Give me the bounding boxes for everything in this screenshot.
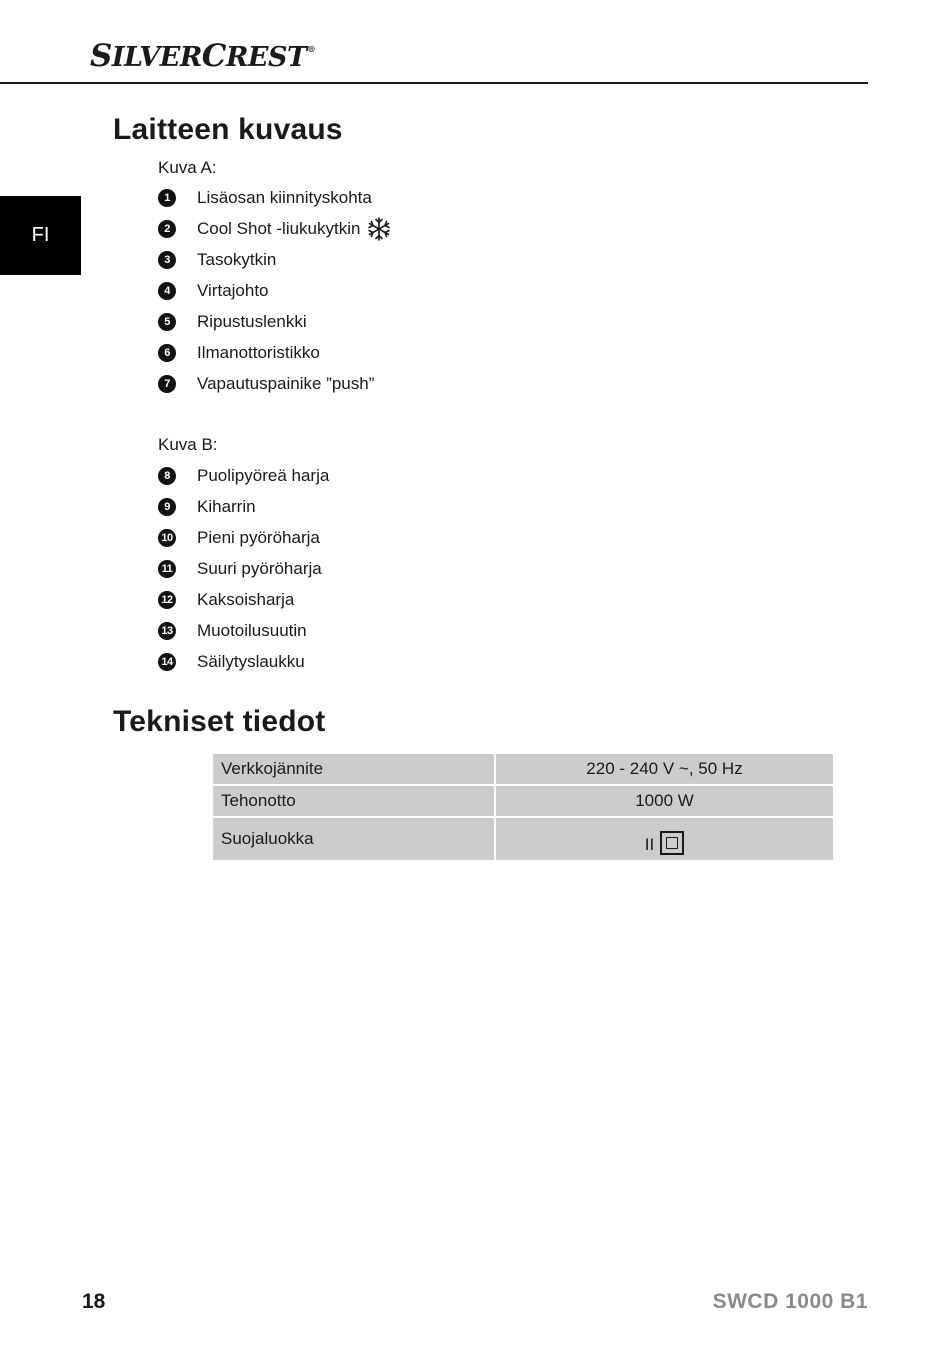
list-item — [158, 183, 392, 214]
language-code: FI — [31, 224, 50, 246]
table-cell-label: Suojaluokka — [212, 817, 495, 861]
brand-letters: ILVER — [111, 42, 202, 73]
figure-a-label: Kuva A: — [158, 158, 217, 177]
brand-letters: REST — [225, 42, 307, 73]
item-number: 11 — [158, 560, 176, 578]
page-number: 18 — [82, 1290, 106, 1313]
item-label: Kaksoisharja — [197, 590, 295, 609]
item-label: Suuri pyöröharja — [197, 559, 322, 579]
list-item — [158, 646, 329, 677]
list-item — [158, 461, 329, 492]
section-title-technical-data: Tekniset tiedot — [113, 705, 326, 738]
table-cell-value — [495, 817, 834, 861]
item-number: 2 — [158, 220, 176, 238]
table-cell-label: Verkkojännite — [212, 753, 495, 785]
technical-data-table — [211, 752, 835, 862]
list-item — [158, 337, 392, 368]
figure-b-label: Kuva B: — [158, 435, 218, 454]
item-label: Ripustuslenkki — [197, 312, 307, 331]
item-label: Tasokytkin — [197, 250, 277, 270]
brand-letter: C — [201, 38, 226, 74]
item-number: 13 — [158, 622, 176, 640]
item-label: Cool Shot -liukukytkin — [197, 219, 361, 239]
item-number: 6 — [158, 344, 176, 362]
table-row — [212, 817, 834, 861]
list-item — [158, 307, 392, 338]
item-label: Virtajohto — [197, 281, 269, 301]
protection-class-2-icon — [645, 831, 684, 855]
model-number: SWCD 1000 B1 — [712, 1290, 868, 1313]
item-number: 12 — [158, 591, 176, 609]
table-row — [212, 753, 834, 785]
list-item — [158, 245, 392, 276]
list-item — [158, 554, 329, 585]
double-square-icon — [660, 831, 684, 855]
item-label: Lisäosan kiinnityskohta — [197, 188, 372, 208]
item-label: Pieni pyöröharja — [197, 528, 320, 548]
item-number: 4 — [158, 282, 176, 300]
section-title-device-description: Laitteen kuvaus — [113, 113, 343, 146]
item-number: 9 — [158, 498, 176, 516]
list-item — [158, 214, 392, 245]
item-label: Ilmanottoristikko — [197, 342, 320, 362]
list-item — [158, 523, 329, 554]
item-number: 10 — [158, 529, 176, 547]
item-label: Vapautuspainike ”push” — [197, 373, 375, 393]
brand-letter: S — [90, 38, 112, 74]
item-number: 14 — [158, 653, 176, 671]
list-item — [158, 276, 392, 307]
table-cell-value: 220 - 240 V ~, 50 Hz — [495, 753, 834, 785]
list-item — [158, 615, 329, 646]
item-number: 8 — [158, 467, 176, 485]
brand-logo — [90, 38, 315, 74]
registered-mark: ® — [307, 44, 316, 54]
figure-b-list — [158, 461, 329, 677]
table-cell-value: 1000 W — [495, 785, 834, 817]
item-label: Säilytyslaukku — [197, 651, 305, 671]
item-number: 5 — [158, 313, 176, 331]
list-item — [158, 585, 329, 616]
item-number: 1 — [158, 189, 176, 207]
item-label: Muotoilusuutin — [197, 620, 307, 640]
item-number: 3 — [158, 251, 176, 269]
protection-class-text: II — [644, 835, 655, 854]
item-label: Kiharrin — [197, 497, 256, 517]
table-row — [212, 785, 834, 817]
item-number: 7 — [158, 375, 176, 393]
snowflake-icon — [366, 216, 392, 242]
list-item — [158, 368, 392, 399]
item-label: Puolipyöreä harja — [197, 466, 330, 486]
list-item — [158, 492, 329, 523]
header-divider — [0, 82, 868, 84]
table-cell-label: Tehonotto — [212, 785, 495, 817]
language-tab — [0, 196, 81, 275]
figure-a-list — [158, 183, 392, 399]
